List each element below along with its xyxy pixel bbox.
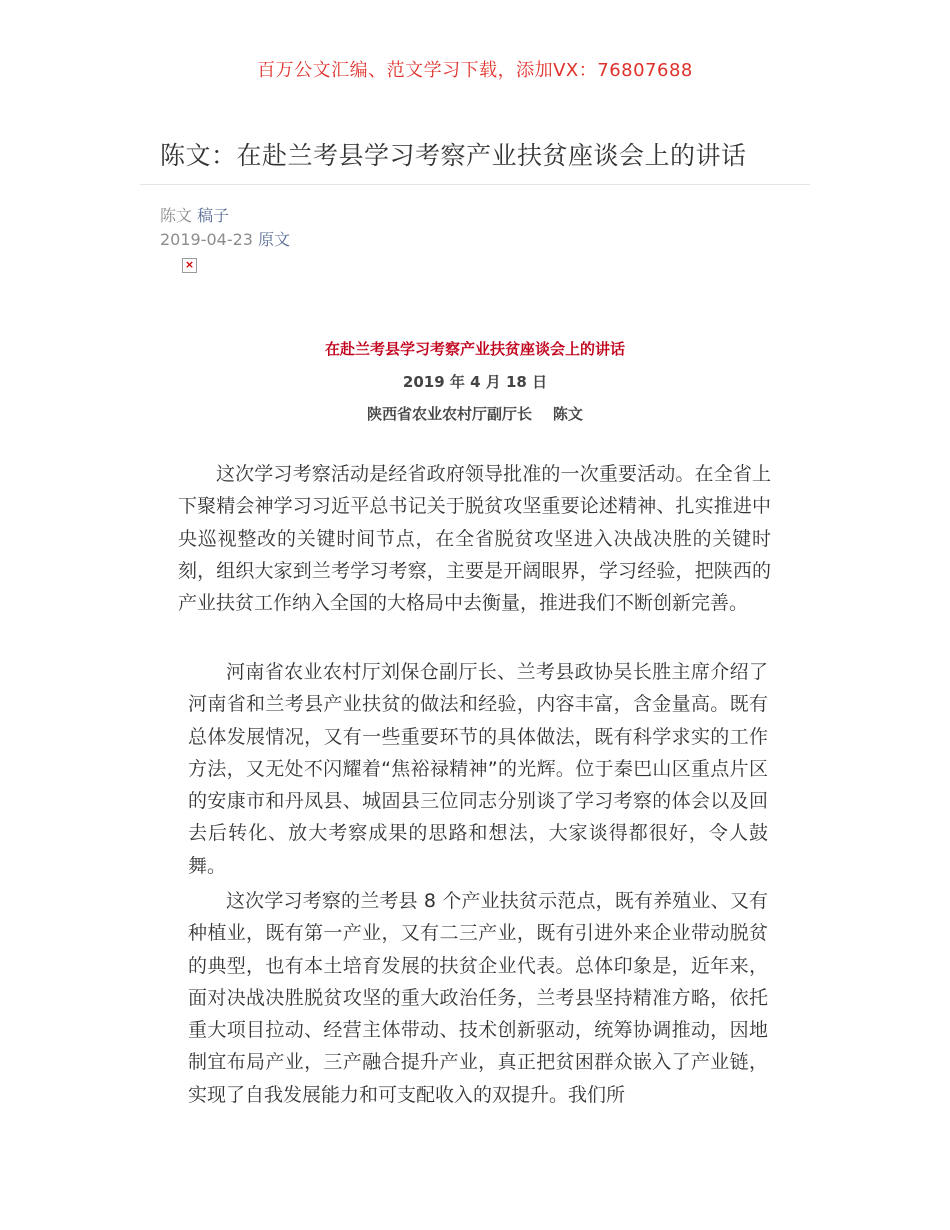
article-title: 陈文：在赴兰考县学习考察产业扶贫座谈会上的讲话 <box>160 141 747 170</box>
body-paragraph-3: 这次学习考察的兰考县 8 个产业扶贫示范点，既有养殖业、又有种植业，既有第一产业，又有二三产业，既有引进外来企业带动脱贫的典型，也有本土培育发展的扶贫企业代表。总体印象是，近年来，面对决战决胜脱贫攻坚的重大政治任务，兰考县坚持精准方略，依托重大项目拉动、经营主体带动、技术创新驱动，统筹协调推动，因地制宜布局产业，三产融合提升产业，真正把贫困群众嵌入了产业链，实现了自我发展能力和可支配收入的双提升。我们所 <box>188 890 768 1106</box>
broken-image-icon: × <box>182 258 197 273</box>
title-divider <box>140 184 810 185</box>
promo-banner: 百万公文汇编、范文学习下载，添加VX：76807688 <box>257 60 693 81</box>
document-date: 2019 年 4 月 18 日 <box>402 373 548 391</box>
article-meta-author <box>160 203 229 226</box>
document-author-line: 陕西省农业农村厅副厅长 陈文 <box>367 405 583 423</box>
publish-date: 2019-04-23 <box>160 230 253 249</box>
body-paragraph-1: 这次学习考察活动是经省政府领导批准的一次重要活动。在全省上下聚精会神学习习近平总书记关于脱贫攻坚重要论述精神、扎实推进中央巡视整改的关键时间节点，在全省脱贫攻坚进入决战决胜的关键时刻，组织大家到兰考学习考察，主要是开阔眼界，学习经验，把陕西的产业扶贫工作纳入全国的大格局中去衡量，推进我们不断创新完善。 <box>178 463 771 615</box>
author-name: 陈文 <box>160 206 193 225</box>
article-meta-date <box>160 227 290 250</box>
author-tag-link[interactable]: 稿子 <box>197 206 230 225</box>
source-link[interactable]: 原文 <box>258 230 291 249</box>
document-title: 在赴兰考县学习考察产业扶贫座谈会上的讲话 <box>324 340 625 358</box>
body-paragraph-2: 河南省农业农村厅刘保仓副厅长、兰考县政协吴长胜主席介绍了河南省和兰考县产业扶贫的做法和经验，内容丰富，含金量高。既有总体发展情况，又有一些重要环节的具体做法，既有科学求实的工作方法，又无处不闪耀着“焦裕禄精神”的光辉。位于秦巴山区重点片区的安康市和丹凤县、城固县三位同志分别谈了学习考察的体会以及回去后转化、放大考察成果的思路和想法，大家谈得都很好，令人鼓舞。 <box>188 661 768 877</box>
